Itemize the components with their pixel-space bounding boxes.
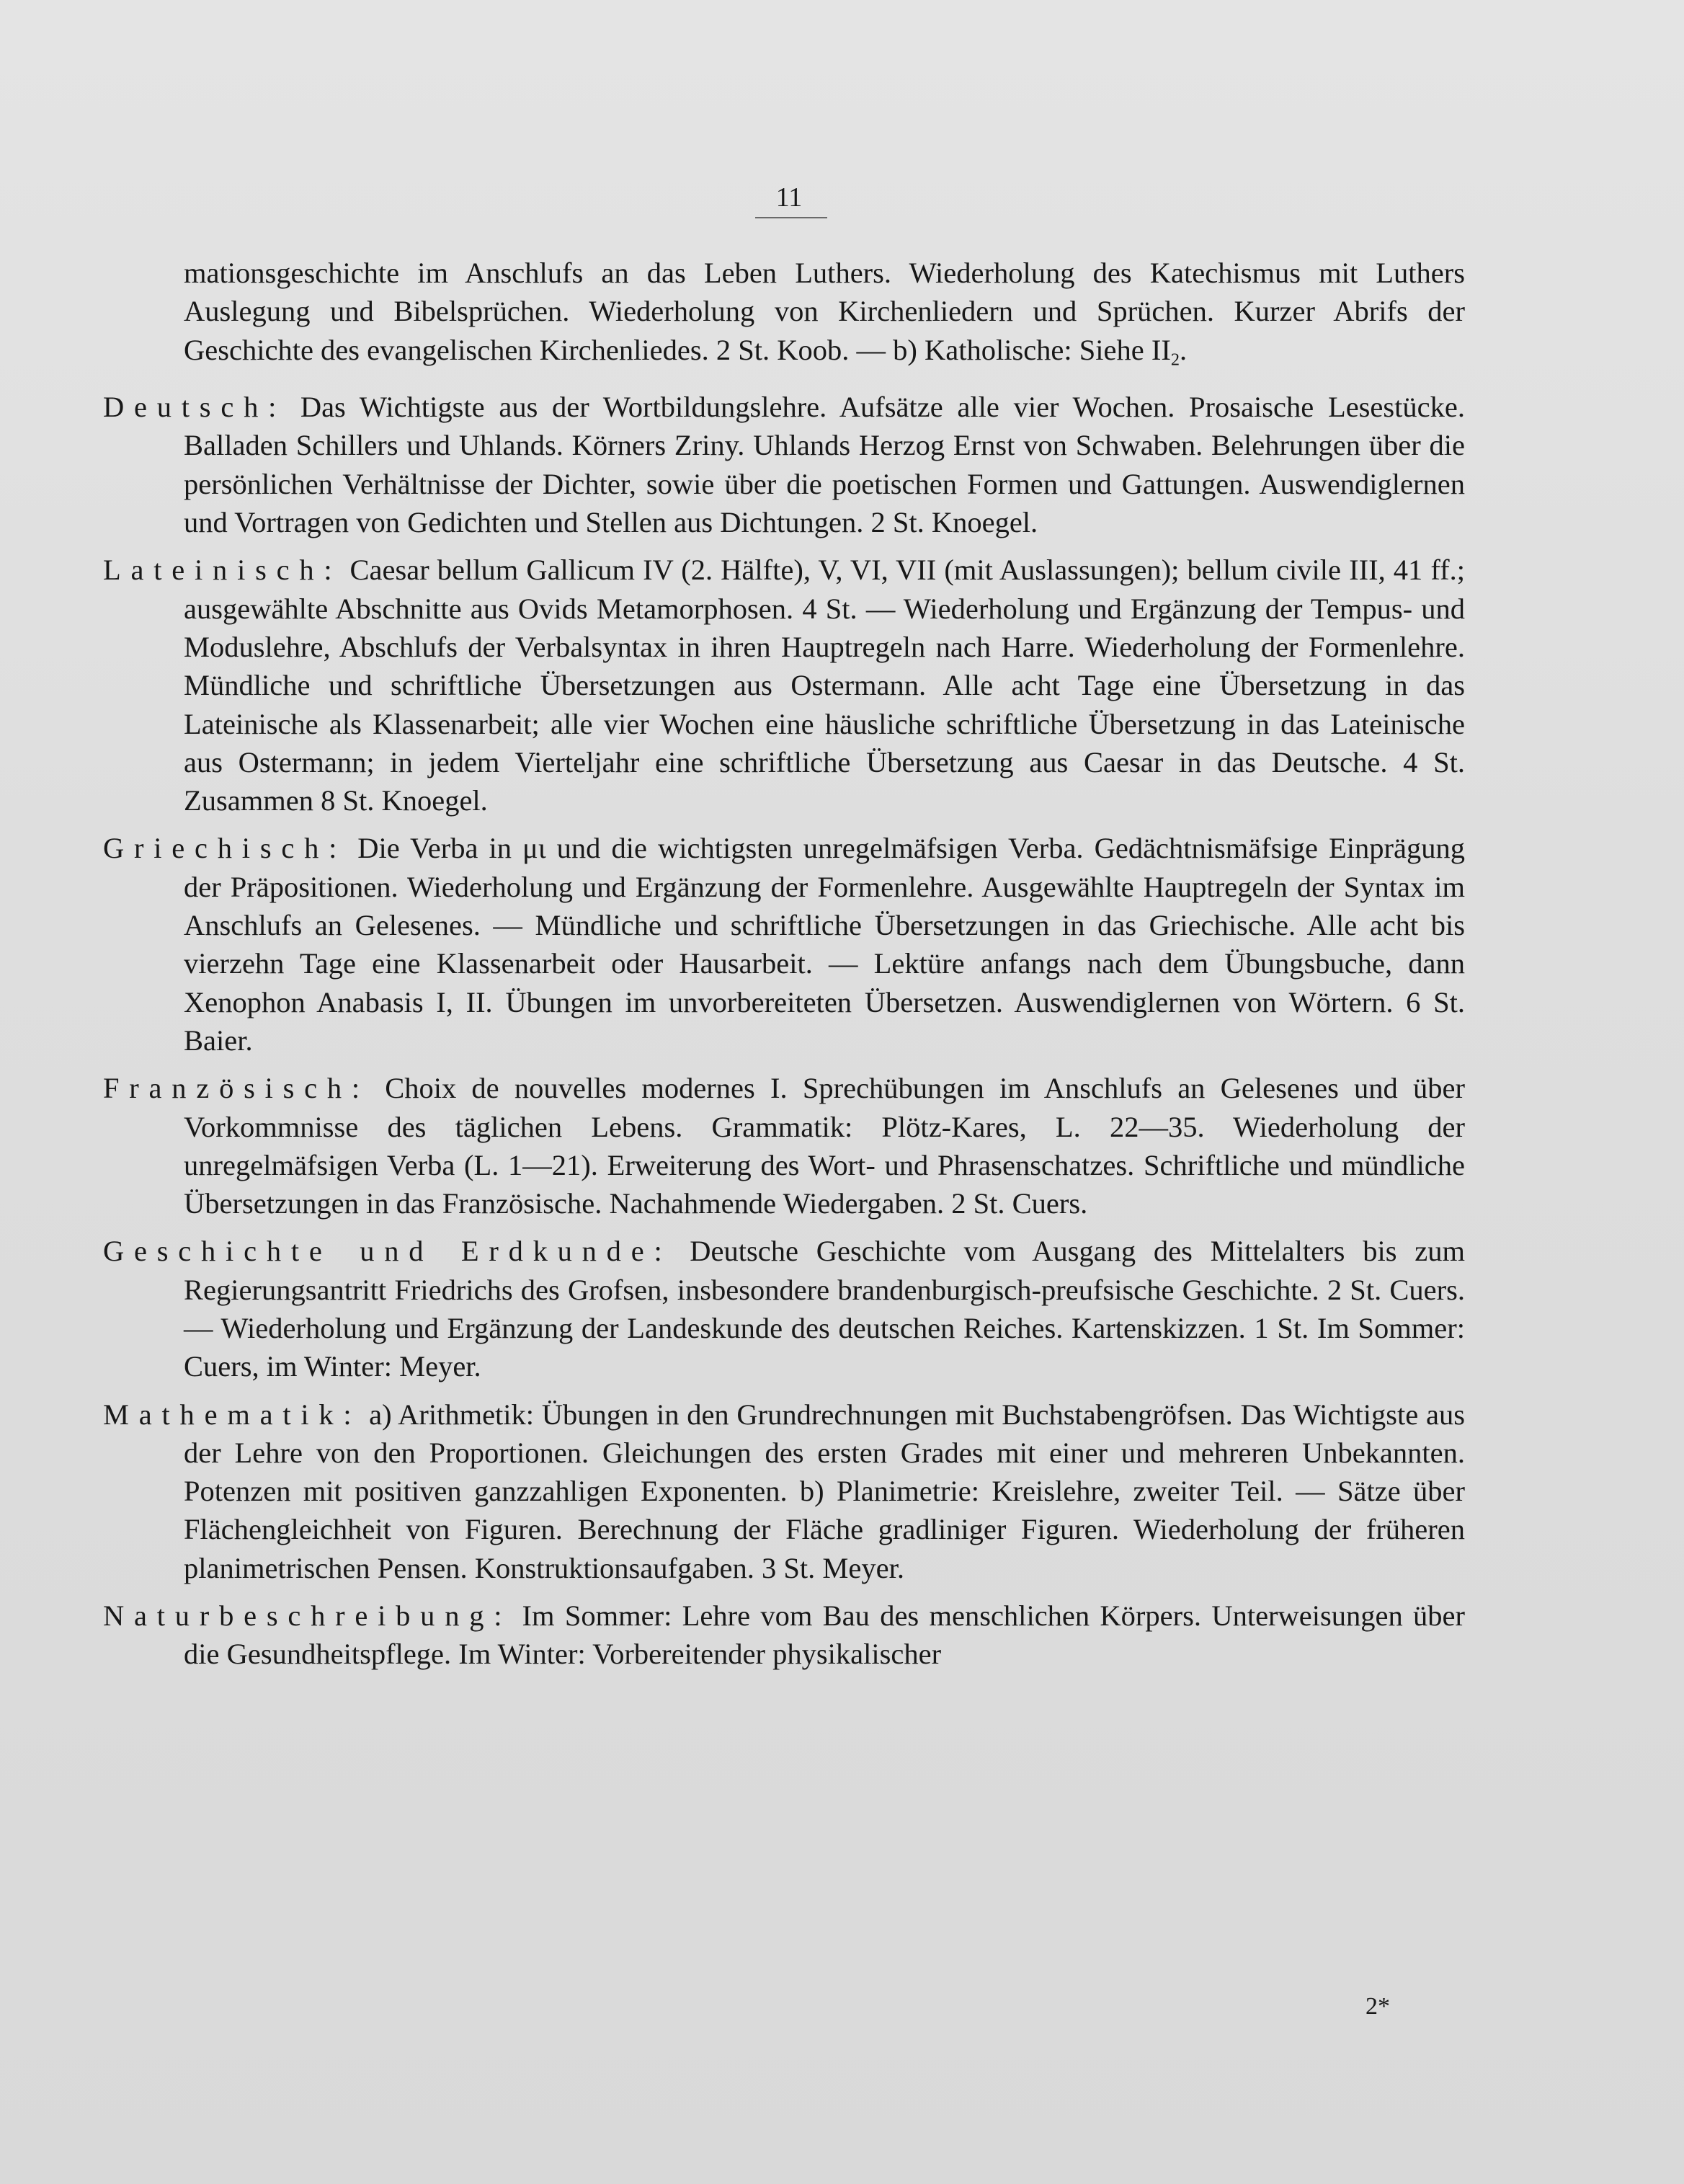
paragraph-text: Caesar bellum Gallicum IV (2. Hälfte), V, VI, VII (mit Auslassungen); bellum civile III, 41 ff.; ausgewählte Abschnitte aus Ovids Metamorphosen. 4 St. — Wiederholung und Ergänzung der Tempus- und Moduslehre, Abschlufs der Verbalsyntax in ihren Hauptregeln nach Harre. Wiederholung der Formenlehre. Mündliche und schriftliche Übersetzungen aus Ostermann. Alle acht Tage eine Übersetzung in das Lateinische als Klassenarbeit; alle vier Wochen eine häusliche schriftliche Übersetzung in das Lateinische aus Ostermann; in jedem Vierteljahr eine schriftliche Übersetzung aus Caesar in das Deutsche. 4 St. Zusammen 8 St. Knoegel.: [184, 554, 1465, 817]
paragraph-franzoesisch: [103, 1069, 1465, 1222]
paragraph-text: Im Sommer: Lehre vom Bau des menschlichen Körpers. Unterweisungen über die Gesundheitspflege. Im Winter: Vorbereitender physikalischer: [184, 1599, 1465, 1671]
paragraph-naturbeschreibung: [103, 1597, 1465, 1674]
subject-label: Mathematik:: [103, 1398, 362, 1431]
subscript: 2: [1170, 349, 1180, 369]
paragraph-griechisch: [103, 829, 1465, 1060]
paragraph-mathematik: [103, 1395, 1465, 1587]
subject-label: Griechisch:: [103, 832, 347, 865]
paragraph-end: .: [1180, 333, 1188, 366]
printer-signature: 2*: [1366, 1993, 1390, 2020]
subject-label: Naturbeschreibung:: [103, 1599, 512, 1633]
paragraph-text: Choix de nouvelles modernes I. Sprechübungen im Anschlufs an Gelesenes und über Vorkommnisse des täglichen Lebens. Grammatik: Plötz-Kares, L. 22—35. Wiederholung der unregelmäfsigen Verba (L. 1—21). Erweiterung des Wort- und Phrasenschatzes. Schriftliche und mündliche Übersetzungen in das Französische. Nachahmende Wiedergaben. 2 St. Cuers.: [184, 1072, 1465, 1220]
paragraph-text: a) Arithmetik: Übungen in den Grundrechnungen mit Buchstabengröfsen. Das Wichtigste aus der Lehre von den Proportionen. Gleichungen des ersten Grades mit einer und mehreren Unbekannten. Potenzen mit positiven ganzzahligen Exponenten. b) Planimetrie: Kreislehre, zweiter Teil. — Sätze über Flächengleichheit von Figuren. Berechnung der Fläche gradliniger Figuren. Wiederholung der früheren planimetrischen Pensen. Konstruktionsaufgaben. 3 St. Meyer.: [184, 1398, 1465, 1584]
subject-label: Französisch:: [103, 1072, 370, 1105]
subject-label: Lateinisch:: [103, 554, 342, 587]
paragraph-text: Das Wichtigste aus der Wortbildungslehre. Aufsätze alle vier Wochen. Prosaische Lesestücke. Balladen Schillers und Uhlands. Körners Zriny. Uhlands Herzog Ernst von Schwaben. Belehrungen über die persönlichen Verhältnisse der Dichter, sowie über die poetischen Formen und Gattungen. Auswendiglernen und Vortragen von Gedichten und Stellen aus Dichtungen. 2 St. Knoegel.: [184, 391, 1465, 539]
paragraph-deutsch: [103, 388, 1465, 541]
page-number: 11: [775, 182, 803, 213]
paragraph-text: Die Verba in μι und die wichtigsten unregelmäfsigen Verba. Gedächtnismäfsige Einprägung der Präpositionen. Wiederholung und Ergänzung der Formenlehre. Ausgewählte Hauptregeln der Syntax im Anschlufs an Gelesenes. — Mündliche und schriftliche Übersetzungen in das Griechische. Alle acht bis vierzehn Tage eine Klassenarbeit oder Hausarbeit. — Lektüre anfangs nach dem Übungsbuche, dann Xenophon Anabasis I, II. Übungen im unvorbereiteten Übersetzen. Auswendiglernen von Wörtern. 6 St. Baier.: [184, 832, 1465, 1057]
subject-label: Geschichte und Erdkunde:: [103, 1235, 672, 1268]
subject-label: Deutsch:: [103, 391, 287, 424]
body-text: [103, 254, 1465, 1683]
paragraph-religion-continuation: [103, 254, 1465, 378]
paragraph-lateinisch: [103, 551, 1465, 820]
paragraph-text: mationsgeschichte im Anschlufs an das Leben Luthers. Wiederholung des Katechismus mit Luthers Auslegung und Bibelsprüchen. Wiederholung von Kirchenliedern und Sprüchen. Kurzer Abrifs der Geschichte des evangelischen Kirchenliedes. 2 St. Koob. — b) Katholische: Siehe II: [184, 257, 1465, 366]
page-number-rule: [755, 217, 827, 218]
paragraph-geschichte: [103, 1232, 1465, 1385]
paragraph-text: Deutsche Geschichte vom Ausgang des Mittelalters bis zum Regierungsantritt Friedrichs des Grofsen, insbesondere brandenburgisch-preufsische Geschichte. 2 St. Cuers. — Wiederholung und Ergänzung der Landeskunde des deutschen Reiches. Kartenskizzen. 1 St. Im Sommer: Cuers, im Winter: Meyer.: [184, 1235, 1465, 1383]
